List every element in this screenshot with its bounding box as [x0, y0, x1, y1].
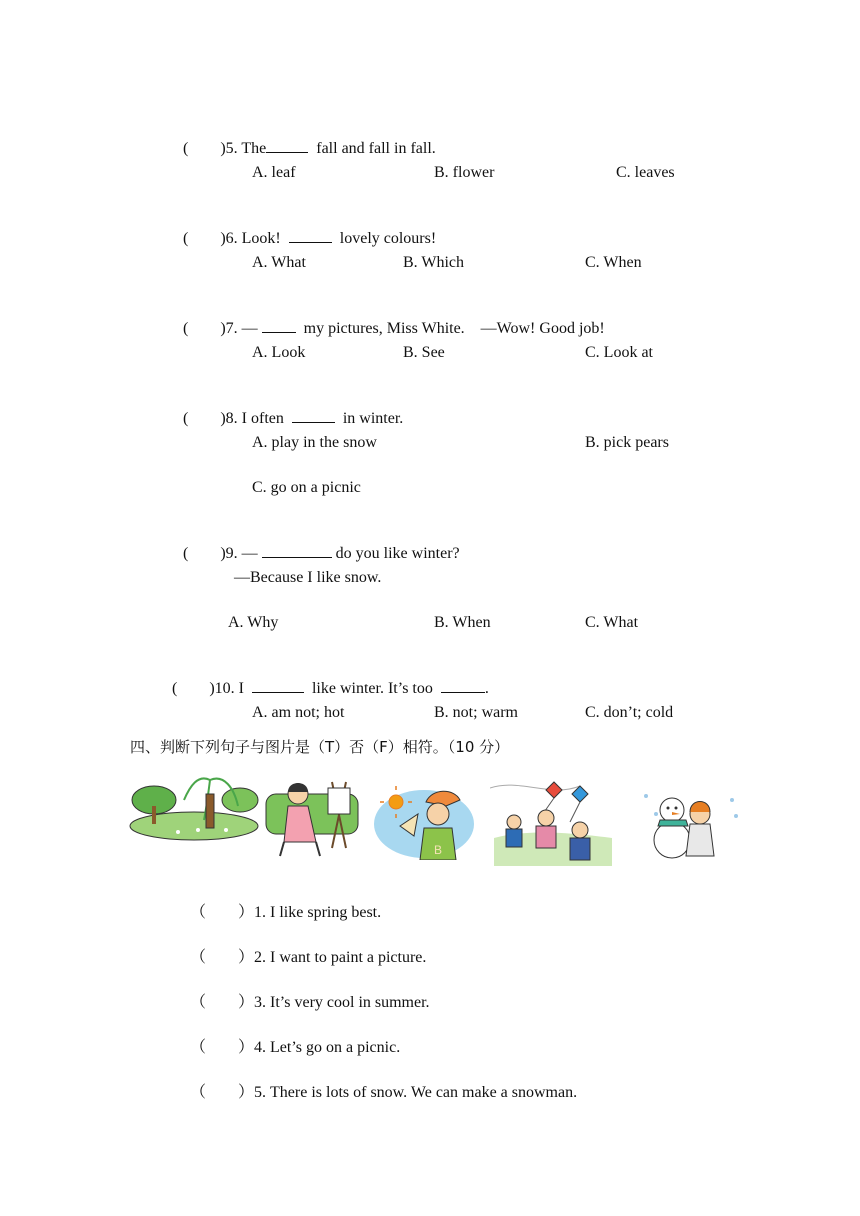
question-prefix: 7. — — [225, 320, 262, 337]
option-a[interactable]: A. Why — [228, 614, 279, 631]
summer-fan-illustration — [374, 782, 480, 860]
question-suffix: fall and fall in fall. — [308, 140, 436, 157]
question-9-answer-line: —Because I like snow. — [234, 569, 382, 586]
question-mid: like winter. It’s too — [303, 680, 441, 697]
snowman-illustration — [636, 786, 744, 860]
option-b[interactable]: B. pick pears — [585, 434, 669, 451]
answer-blank[interactable] — [262, 543, 332, 558]
answer-blank[interactable] — [262, 318, 296, 333]
judge-text: 3. It’s very cool in summer. — [254, 994, 430, 1011]
answer-paren[interactable]: ( ) — [183, 230, 226, 247]
girl-painting-illustration — [262, 778, 362, 858]
question-10 — [164, 658, 489, 699]
option-a[interactable]: A. What — [252, 254, 306, 271]
answer-paren[interactable]: （ ） — [190, 1039, 255, 1056]
question-7 — [175, 298, 605, 339]
question-suffix: lovely colours! — [331, 230, 437, 247]
option-b[interactable]: B. See — [403, 344, 445, 361]
option-c[interactable]: C. don’t; cold — [585, 704, 674, 721]
answer-blank[interactable] — [266, 138, 308, 153]
question-6 — [175, 208, 436, 249]
question-9 — [175, 523, 460, 564]
question-suffix: my pictures, Miss White. —Wow! Good job! — [295, 320, 605, 337]
option-c[interactable]: C. go on a picnic — [252, 479, 361, 496]
question-prefix: 9. — — [225, 545, 262, 562]
option-c[interactable]: C. Look at — [585, 344, 653, 361]
judge-item-3 — [182, 973, 430, 1013]
question-prefix: 5. The — [225, 140, 267, 157]
judge-item-1 — [182, 883, 381, 923]
answer-paren[interactable]: （ ） — [190, 949, 255, 966]
answer-paren[interactable]: ( ) — [172, 680, 215, 697]
answer-blank[interactable] — [441, 678, 485, 693]
option-b[interactable]: B. Which — [403, 254, 465, 271]
kids-flying-kites-illustration — [490, 778, 614, 866]
question-suffix: in winter. — [334, 410, 404, 427]
answer-paren[interactable]: （ ） — [190, 904, 255, 921]
judge-item-4 — [182, 1018, 400, 1058]
answer-blank[interactable] — [252, 678, 304, 693]
option-a[interactable]: A. Look — [252, 344, 306, 361]
judge-item-2 — [182, 928, 426, 968]
answer-paren[interactable]: ( ) — [183, 320, 226, 337]
svg-text:B: B — [434, 843, 443, 857]
question-suffix: . — [484, 680, 489, 697]
answer-paren[interactable]: ( ) — [183, 140, 226, 157]
option-a[interactable]: A. am not; hot — [252, 704, 345, 721]
option-b[interactable]: B. not; warm — [434, 704, 518, 721]
answer-paren[interactable]: ( ) — [183, 545, 226, 562]
question-8 — [175, 388, 403, 429]
spring-trees-illustration — [128, 770, 260, 842]
section-title: 四、判断下列句子与图片是（T）否（F）相符。（10 分） — [130, 738, 510, 756]
answer-paren[interactable]: （ ） — [190, 1084, 255, 1101]
option-c[interactable]: C. When — [585, 254, 642, 271]
option-b[interactable]: B. When — [434, 614, 491, 631]
option-c[interactable]: C. leaves — [616, 164, 675, 181]
question-prefix: 10. I — [214, 680, 252, 697]
option-c[interactable]: C. What — [585, 614, 639, 631]
option-b[interactable]: B. flower — [434, 164, 495, 181]
question-prefix: 8. I often — [225, 410, 292, 427]
question-prefix: 6. Look! — [225, 230, 289, 247]
option-a[interactable]: A. play in the snow — [252, 434, 377, 451]
answer-blank[interactable] — [289, 228, 332, 243]
answer-blank[interactable] — [292, 408, 335, 423]
answer-paren[interactable]: （ ） — [190, 994, 255, 1011]
judge-text: 2. I want to paint a picture. — [254, 949, 427, 966]
judge-item-5 — [182, 1063, 577, 1103]
question-suffix: do you like winter? — [331, 545, 460, 562]
answer-paren[interactable]: ( ) — [183, 410, 226, 427]
option-a[interactable]: A. leaf — [252, 164, 296, 181]
judge-text: 1. I like spring best. — [254, 904, 382, 921]
judge-text: 4. Let’s go on a picnic. — [254, 1039, 401, 1056]
question-5 — [175, 118, 436, 159]
judge-text: 5. There is lots of snow. We can make a snowman. — [254, 1084, 578, 1101]
